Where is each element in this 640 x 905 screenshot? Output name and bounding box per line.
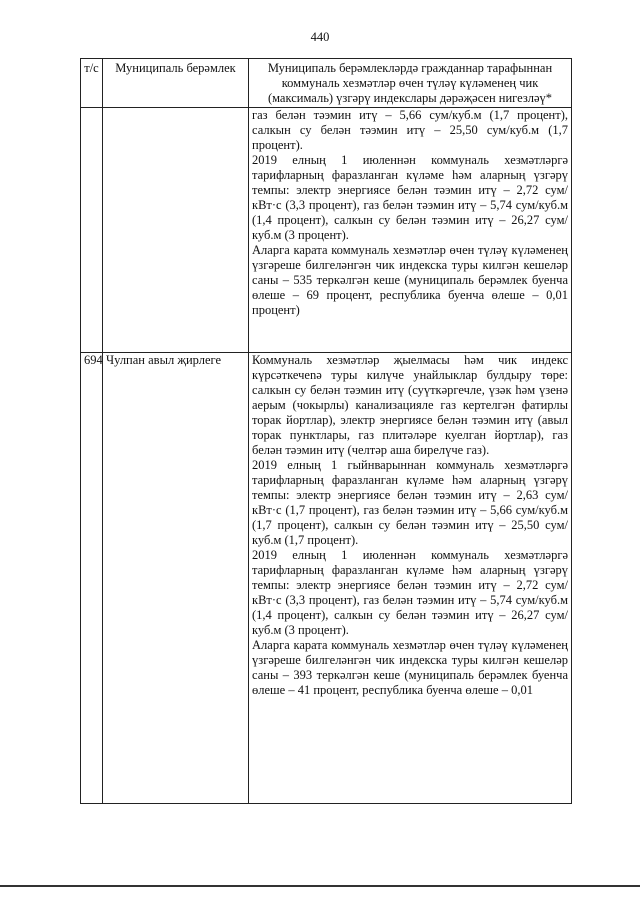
basis-paragraph: газ белән тәэмин итү – 5,66 сум/куб.м (1,7 процент), салкын су белән тәэмин итү – 25,50 сум/куб.м (1,7 процент). xyxy=(252,108,568,152)
basis-paragraph: Аларга карата коммуналь хезмәтләр өчен түләү күләменең үзгәреше билгеләнгән чик индекска туры килгән кешеләр саны – 535 теркәлгән кеше (муниципаль берәмлек буенча өлеше – 69 процент, республика буенча өлеше – 0,01 процент) xyxy=(252,243,568,317)
table-header-row xyxy=(81,59,572,108)
header-municipality: Муниципаль берәмлек xyxy=(103,59,249,108)
header-basis: Муниципаль берәмлекләрдә гражданнар тарафыннан коммуналь хезмәтләр өчен түләү күләменең чик (максималь) үзгәрү индекслары дәрәҗәсен нигезләү* xyxy=(249,59,572,108)
cell-num xyxy=(81,108,103,353)
cell-basis xyxy=(249,108,572,353)
basis-paragraph: Коммуналь хезмәтләр җыелмасы һәм чик индекс күрсәткечenә туры килүче унайлыклар булдыру төре: салкын су белән тәэмин итү (суүткәргечле, үзәк һәм үзенә аерым (чокырлы) канализацияле газ кертелгән фатирлы торак йортлар), электр энергиясе белән тәэмин итү (авыл торак пунктлары, газ плитәләре куелган йортлар), газ белән тәэмин итү (челтәр аша бирелүче газ). xyxy=(252,353,568,457)
table-row-continuation xyxy=(81,108,572,353)
header-num: т/с xyxy=(81,59,103,108)
basis-paragraph: 2019 елның 1 июленнән коммуналь хезмәтләргә тарифларның фаразланган күләме һәм аларның үзгәрү темпы: электр энергиясе белән тәэмин итү – 2,72 сум/кВт·с (3,3 процент), газ белән тәэмин итү – 5,74 сум/куб.м (1,4 процент), салкын су белән тәэмин итү – 26,27 сум/куб.м (3 процент). xyxy=(252,153,568,242)
cell-num: 694 xyxy=(81,353,103,804)
page-number: 440 xyxy=(310,30,330,44)
basis-paragraph: 2019 елның 1 июленнән коммуналь хезмәтләргә тарифларның фаразланган күләме һәм аларның үзгәрү темпы: электр энергиясе белән тәэмин итү – 2,72 сум/кВт·с (3,3 процент), газ белән тәэмин итү – 5,74 сум/куб.м (1,4 процент), салкын су белән тәэмин итү – 26,27 сум/куб.м (3 процент). xyxy=(252,548,568,637)
basis-paragraph: Аларга карата коммуналь хезмәтләр өчен түләү күләменең үзгәреше билгеләнгән чик индекска туры килгән кешеләр саны – 393 теркәлгән кеше (муниципаль берәмлек буенча өлеше – 41 процент, республика буенча өлеше – 0,01 xyxy=(252,638,568,697)
cell-municipality: Чулпан авыл җирлеге xyxy=(103,353,249,804)
cell-municipality xyxy=(103,108,249,353)
basis-paragraph: 2019 елның 1 гыйнварыннан коммуналь хезмәтләргә тарифларның фаразланган күләме һәм аларның үзгәрү темпы: электр энергиясе белән тәэмин итү – 2,63 сум/кВт·с (1,7 процент), газ белән тәэмин итү – 5,66 сум/куб.м (1,7 процент), салкын су белән тәэмин итү – 25,50 сум/куб.м (1,7 процент). xyxy=(252,458,568,547)
page-bottom-rule xyxy=(0,885,640,887)
table-row-694 xyxy=(81,353,572,804)
municipal-index-table xyxy=(80,58,572,804)
cell-basis xyxy=(249,353,572,804)
